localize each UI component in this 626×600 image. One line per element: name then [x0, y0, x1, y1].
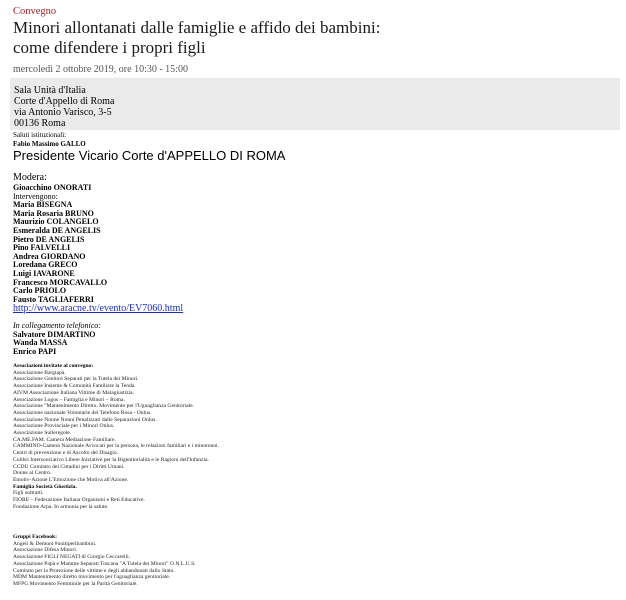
- facebook-group-item: MDM Mantenimento diretto movimento per l'uguaglianza genitoriale.: [13, 574, 171, 581]
- venue-box: [10, 78, 620, 130]
- phone-label: In collegamento telefonico:: [13, 321, 101, 330]
- greetings-label: Saluti istituzionali:: [13, 131, 67, 139]
- phone-block: [13, 322, 101, 356]
- association-item: Colibrì Intersoociativo Libere Iniziative per la Bigenitorialità e le Ragioni dell'Infanzia.: [13, 456, 209, 463]
- venue-line-1: Sala Unità d'Italia: [14, 85, 86, 96]
- phone-name: Salvatore DIMARTINO: [13, 329, 96, 339]
- association-item: CA.ME.FAM. Camera Mediazione Familiare.: [13, 436, 116, 443]
- facebook-groups-block: [13, 534, 196, 588]
- speaker-name: Fausto TAGLIAFERRI: [13, 294, 94, 304]
- associations-block: [13, 363, 219, 510]
- venue-line-3: via Antonio Varisco, 3-5: [14, 107, 112, 118]
- phone-name: Wanda MASSA: [13, 338, 68, 348]
- greetings-name: Fabio Massimo GALLO: [13, 140, 86, 148]
- association-item: AIVM Associazione Italiana Vittime di Malagiustizia.: [13, 389, 135, 396]
- association-item: CAMMINO-Camera Nazionale Avvocati per la persona, le relazioni familiari e i minorenni.: [13, 443, 220, 450]
- association-item: Figli sottratti.: [13, 490, 44, 497]
- event-type-label: Convegno: [13, 6, 57, 17]
- event-link[interactable]: http://www.aracne.tv/evento/EV7060.html: [13, 303, 184, 314]
- phone-name: Enrico PAPI: [13, 346, 57, 356]
- event-date: mercoledì 2 ottobre 2019, ore 10:30 - 15:00: [13, 64, 188, 75]
- speaker-name: Loredana GRECO: [13, 260, 78, 270]
- facebook-group-item: Angeli & Demoni #unitiperibambini.: [13, 540, 97, 547]
- venue-line-2: Corte d'Appello di Roma: [14, 96, 115, 107]
- speaker-name: Pino FALVELLI: [13, 243, 71, 253]
- moderator-block: [13, 184, 107, 304]
- association-item: Associazione "Mantenimento Diretto. Movimento per l'Uguaglianza Genitoriale.: [13, 403, 194, 410]
- event-title-line-1: Minori allontanati dalle famiglie e affido dei bambini:: [13, 18, 381, 37]
- speaker-name: Pietro DE ANGELIS: [13, 234, 85, 244]
- facebook-group-item: MFPG Movimento Femminile per la Parità Genitoriale.: [13, 580, 138, 587]
- association-item: Centri di prevenzione e di Ascolto del Disagio.: [13, 450, 119, 457]
- speaker-name: Maria BISEGNA: [13, 200, 73, 210]
- facebook-group-item: Associazione Papà e Mamme Separati Toscana "A Tutela dei Minori" O.N.L.U.S.: [13, 560, 196, 567]
- facebook-groups-label: Gruppi Facebook:: [13, 534, 57, 540]
- event-title-line-2: come difendere i propri figli: [13, 38, 206, 57]
- moderator-name: Gioacchino ONORATI: [13, 183, 92, 192]
- association-item: Associazione Sulleregole.: [13, 430, 72, 437]
- event-title: [13, 18, 573, 58]
- association-item: Associazione Insieme & Comunità Familiare la Tenda.: [13, 383, 136, 390]
- facebook-group-item: Associazione FIGLI NEGATI di Giorgio Ceccarelli.: [13, 554, 131, 561]
- facebook-group-item: Associazione Difesa Minori.: [13, 547, 78, 554]
- association-item: Associazione Genitori Separati per la Tutela dei Minori.: [13, 376, 139, 383]
- association-item: Associazione Logos – Famiglia e Minori – Roma.: [13, 396, 125, 403]
- association-item: Associazione Provinciale per i Minori Onlus.: [13, 423, 115, 430]
- association-item: FIORE – Federazione Italiana Organismi e Reti Educative.: [13, 497, 145, 504]
- speaker-name: Andrea GIORDANO: [13, 251, 86, 261]
- association-item: Donne al Centro.: [13, 470, 52, 477]
- association-item: Associazione nazionale Volontarie del Telefono Rosa - Onlus.: [13, 409, 152, 416]
- speaker-name: Esmeralda DE ANGELIS: [13, 225, 101, 235]
- president-role: Presidente Vicario Corte d'APPELLO DI ROMA: [13, 148, 286, 163]
- speaker-name: Luigi IAVARONE: [13, 268, 75, 278]
- venue-line-4: 00136 Roma: [14, 118, 66, 129]
- speaker-name: Carlo PRIOLO: [13, 286, 67, 296]
- associations-label: Associazioni invitate al convegno:: [13, 363, 94, 369]
- association-item: Associazione Bargiapà.: [13, 369, 66, 376]
- association-item: Associazione Nonne Nonni Penalizzati dalle Separazioni Onlus.: [13, 416, 157, 423]
- association-item-bold: Famiglia Società Giustizia.: [13, 483, 77, 490]
- speaker-name: Francesco MORCAVALLO: [13, 277, 108, 287]
- facebook-group-item: Comitato per la Protezione delle vittime e degli abbandonati dallo Stato.: [13, 567, 175, 574]
- speaker-name: Maria Rosaria BRUNO: [13, 208, 94, 218]
- moderator-label: Modera:: [13, 172, 47, 183]
- association-item: Fondazione Arpa. In armonia per la salute.: [13, 503, 109, 510]
- association-item: Emotiv-Azione L'Emozione che Motiva all'Azione.: [13, 476, 129, 483]
- speakers-label: Intervengono:: [13, 191, 58, 201]
- association-item: CCDU Comitato dei Cittadini per i Diritti Umani.: [13, 463, 125, 470]
- speaker-name: Maurizio COLANGELO: [13, 217, 99, 227]
